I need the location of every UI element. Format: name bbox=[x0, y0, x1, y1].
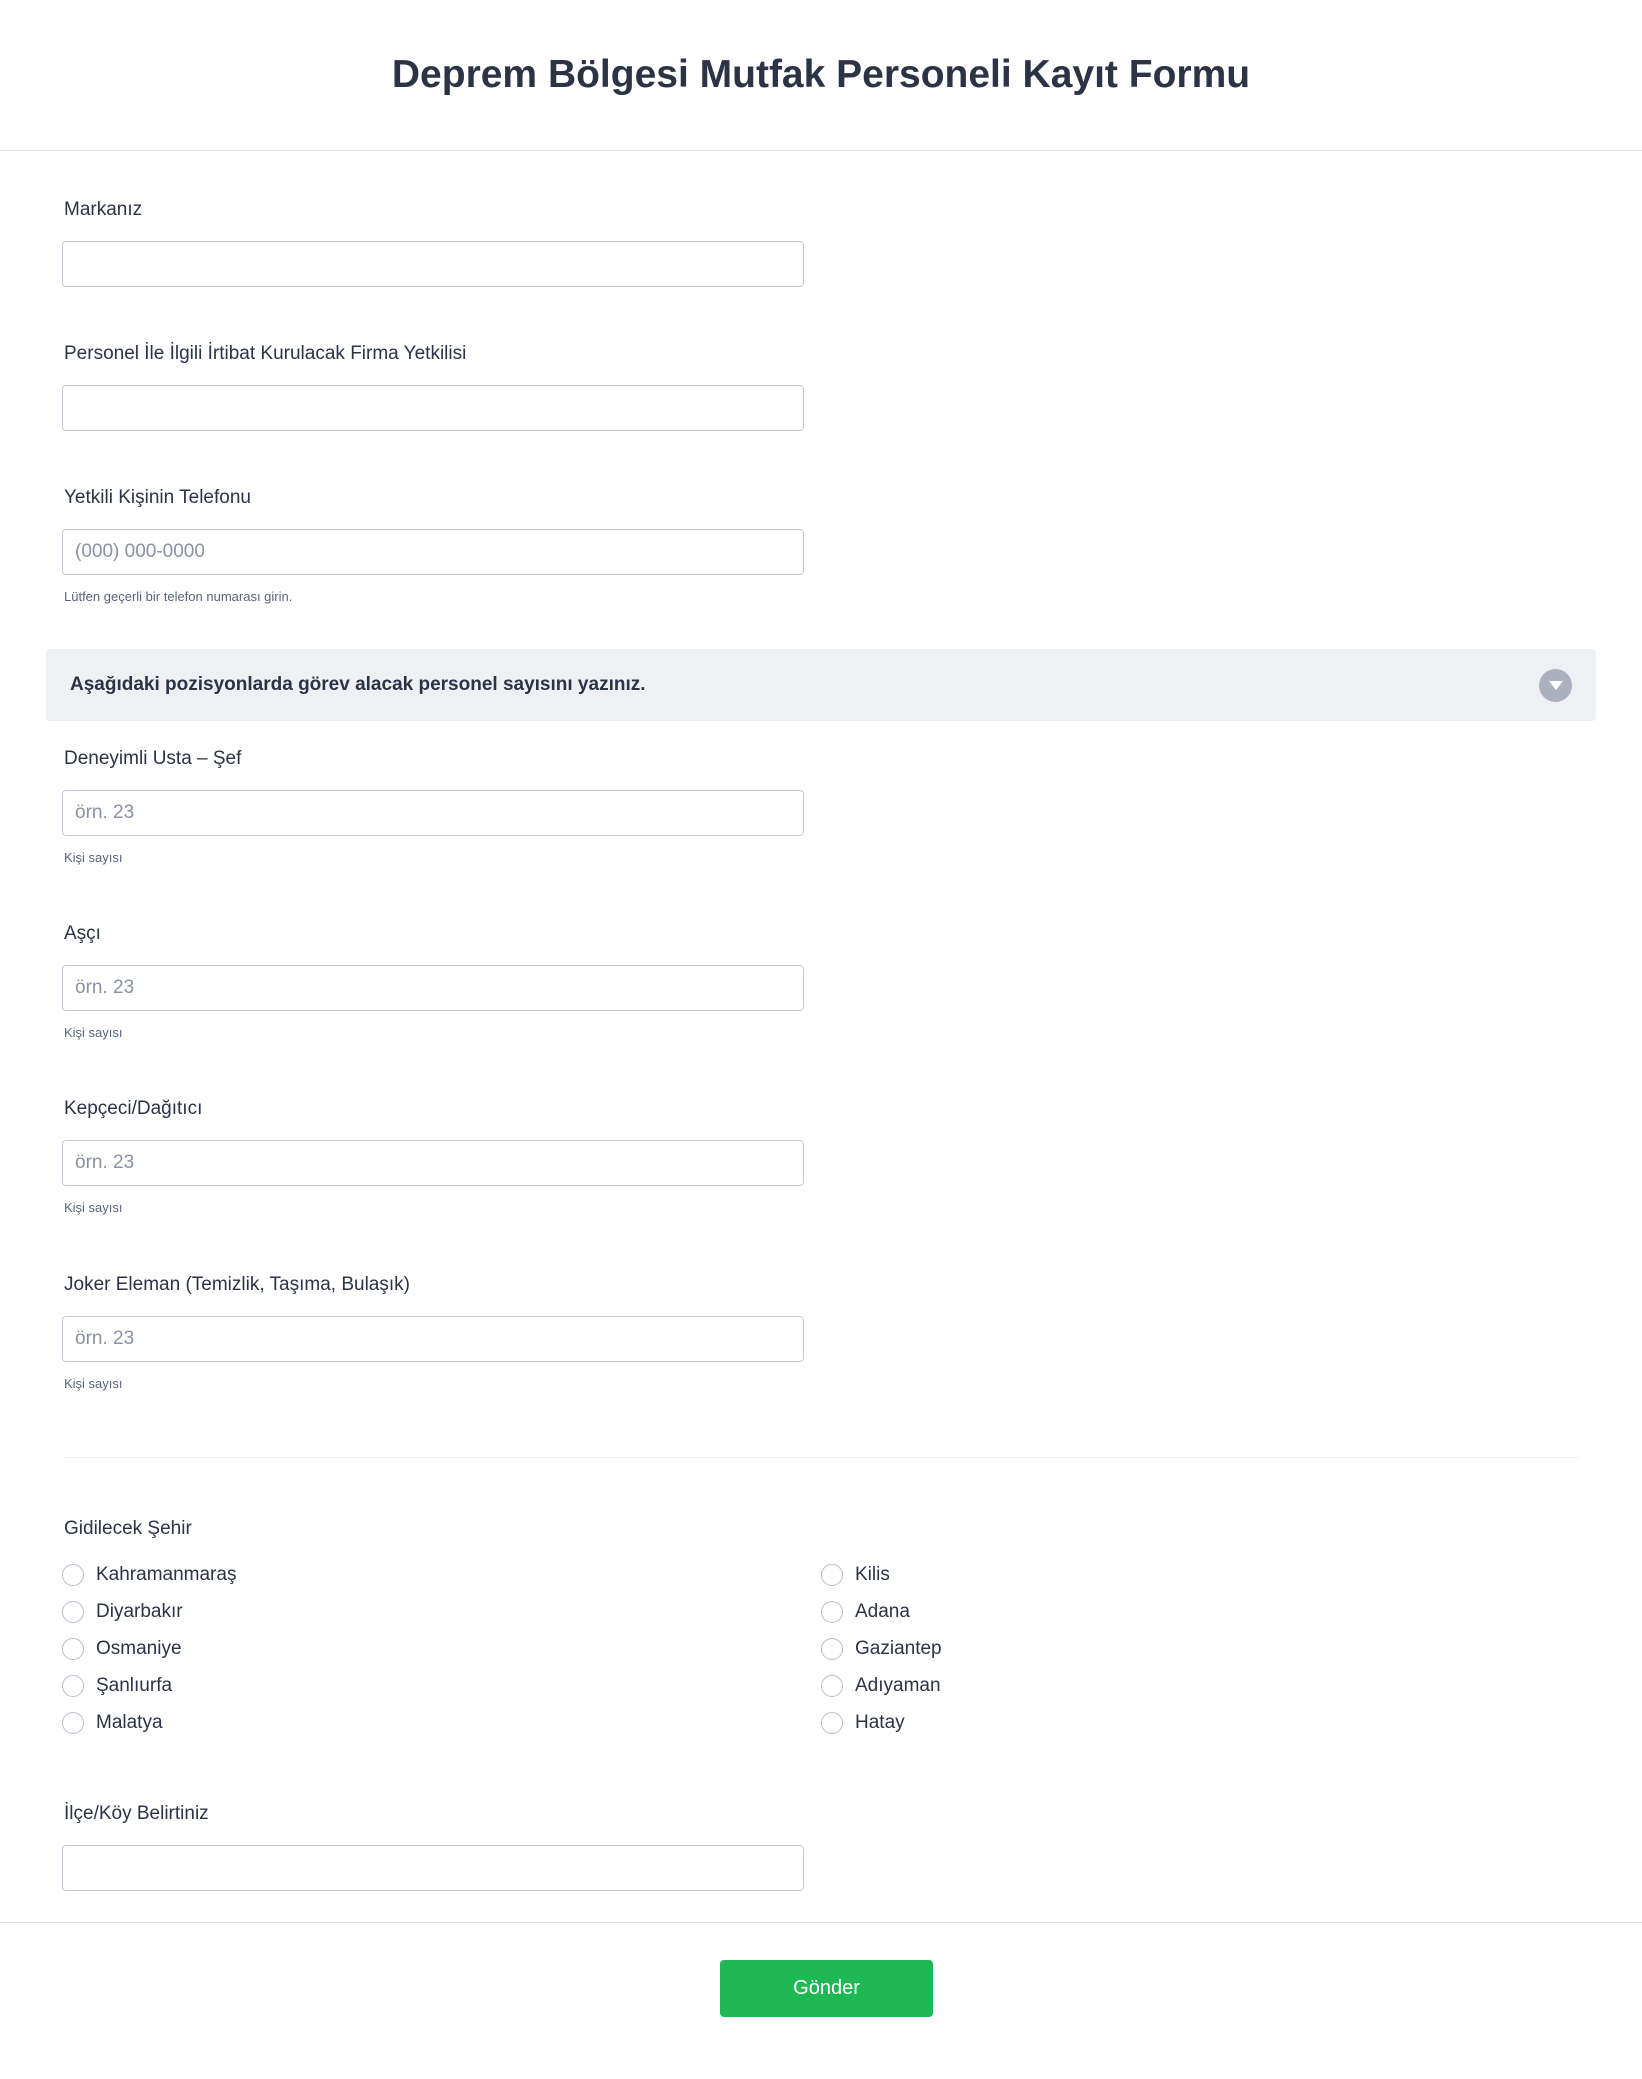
district-label: İlçe/Köy Belirtiniz bbox=[64, 1803, 209, 1824]
district-input[interactable] bbox=[62, 1845, 804, 1891]
chef-label: Deneyimli Usta – Şef bbox=[64, 748, 242, 769]
cook-sublabel: Kişi sayısı bbox=[64, 1025, 123, 1040]
section-divider bbox=[64, 1457, 1578, 1458]
cook-count-input[interactable] bbox=[62, 965, 804, 1011]
chef-sublabel: Kişi sayısı bbox=[64, 850, 123, 865]
section-title: Aşağıdaki pozisyonlarda görev alacak personel sayısını yazınız. bbox=[70, 674, 646, 695]
city-option-adiyaman[interactable]: Adıyaman bbox=[821, 1667, 942, 1704]
brand-label: Markanız bbox=[64, 199, 143, 220]
radio-button[interactable] bbox=[821, 1638, 843, 1660]
joker-label: Joker Eleman (Temizlik, Taşıma, Bulaşık) bbox=[64, 1274, 410, 1295]
submit-button[interactable]: Gönder bbox=[720, 1960, 933, 2017]
radio-button[interactable] bbox=[62, 1638, 84, 1660]
radio-button[interactable] bbox=[62, 1675, 84, 1697]
radio-button[interactable] bbox=[62, 1712, 84, 1734]
city-option-diyarbakir[interactable]: Diyarbakır bbox=[62, 1593, 236, 1630]
contact-person-input[interactable] bbox=[62, 385, 804, 431]
form-title: Deprem Bölgesi Mutfak Personeli Kayıt Formu bbox=[391, 53, 1251, 96]
radio-button[interactable] bbox=[62, 1564, 84, 1586]
cook-label: Aşçı bbox=[64, 923, 101, 944]
city-label: Gidilecek Şehir bbox=[64, 1518, 192, 1539]
city-option-hatay[interactable]: Hatay bbox=[821, 1704, 942, 1741]
form-body bbox=[0, 151, 1642, 1923]
city-option-adana[interactable]: Adana bbox=[821, 1593, 942, 1630]
joker-sublabel: Kişi sayısı bbox=[64, 1376, 123, 1391]
radio-button[interactable] bbox=[821, 1564, 843, 1586]
server-sublabel: Kişi sayısı bbox=[64, 1200, 123, 1215]
phone-label: Yetkili Kişinin Telefonu bbox=[64, 487, 251, 508]
phone-input[interactable] bbox=[62, 529, 804, 575]
server-label: Kepçeci/Dağıtıcı bbox=[64, 1098, 203, 1119]
server-count-input[interactable] bbox=[62, 1140, 804, 1186]
chef-count-input[interactable] bbox=[62, 790, 804, 836]
joker-count-input[interactable] bbox=[62, 1316, 804, 1362]
radio-button[interactable] bbox=[821, 1712, 843, 1734]
chevron-down-icon[interactable] bbox=[1539, 669, 1572, 702]
city-options-right bbox=[821, 1556, 942, 1741]
positions-section-header[interactable] bbox=[46, 649, 1596, 721]
radio-button[interactable] bbox=[821, 1675, 843, 1697]
city-option-osmaniye[interactable]: Osmaniye bbox=[62, 1630, 236, 1667]
city-option-malatya[interactable]: Malatya bbox=[62, 1704, 236, 1741]
form-header bbox=[0, 0, 1642, 151]
radio-button[interactable] bbox=[821, 1601, 843, 1623]
contact-person-label: Personel İle İlgili İrtibat Kurulacak Firma Yetkilisi bbox=[64, 343, 467, 364]
brand-input[interactable] bbox=[62, 241, 804, 287]
city-option-gaziantep[interactable]: Gaziantep bbox=[821, 1630, 942, 1667]
city-option-kilis[interactable]: Kilis bbox=[821, 1556, 942, 1593]
phone-sublabel: Lütfen geçerli bir telefon numarası girin. bbox=[64, 589, 293, 604]
city-options-left bbox=[62, 1556, 236, 1741]
form-footer bbox=[0, 1922, 1642, 2079]
radio-button[interactable] bbox=[62, 1601, 84, 1623]
city-option-sanliurfa[interactable]: Şanlıurfa bbox=[62, 1667, 236, 1704]
city-option-kahramanmaras[interactable]: Kahramanmaraş bbox=[62, 1556, 236, 1593]
